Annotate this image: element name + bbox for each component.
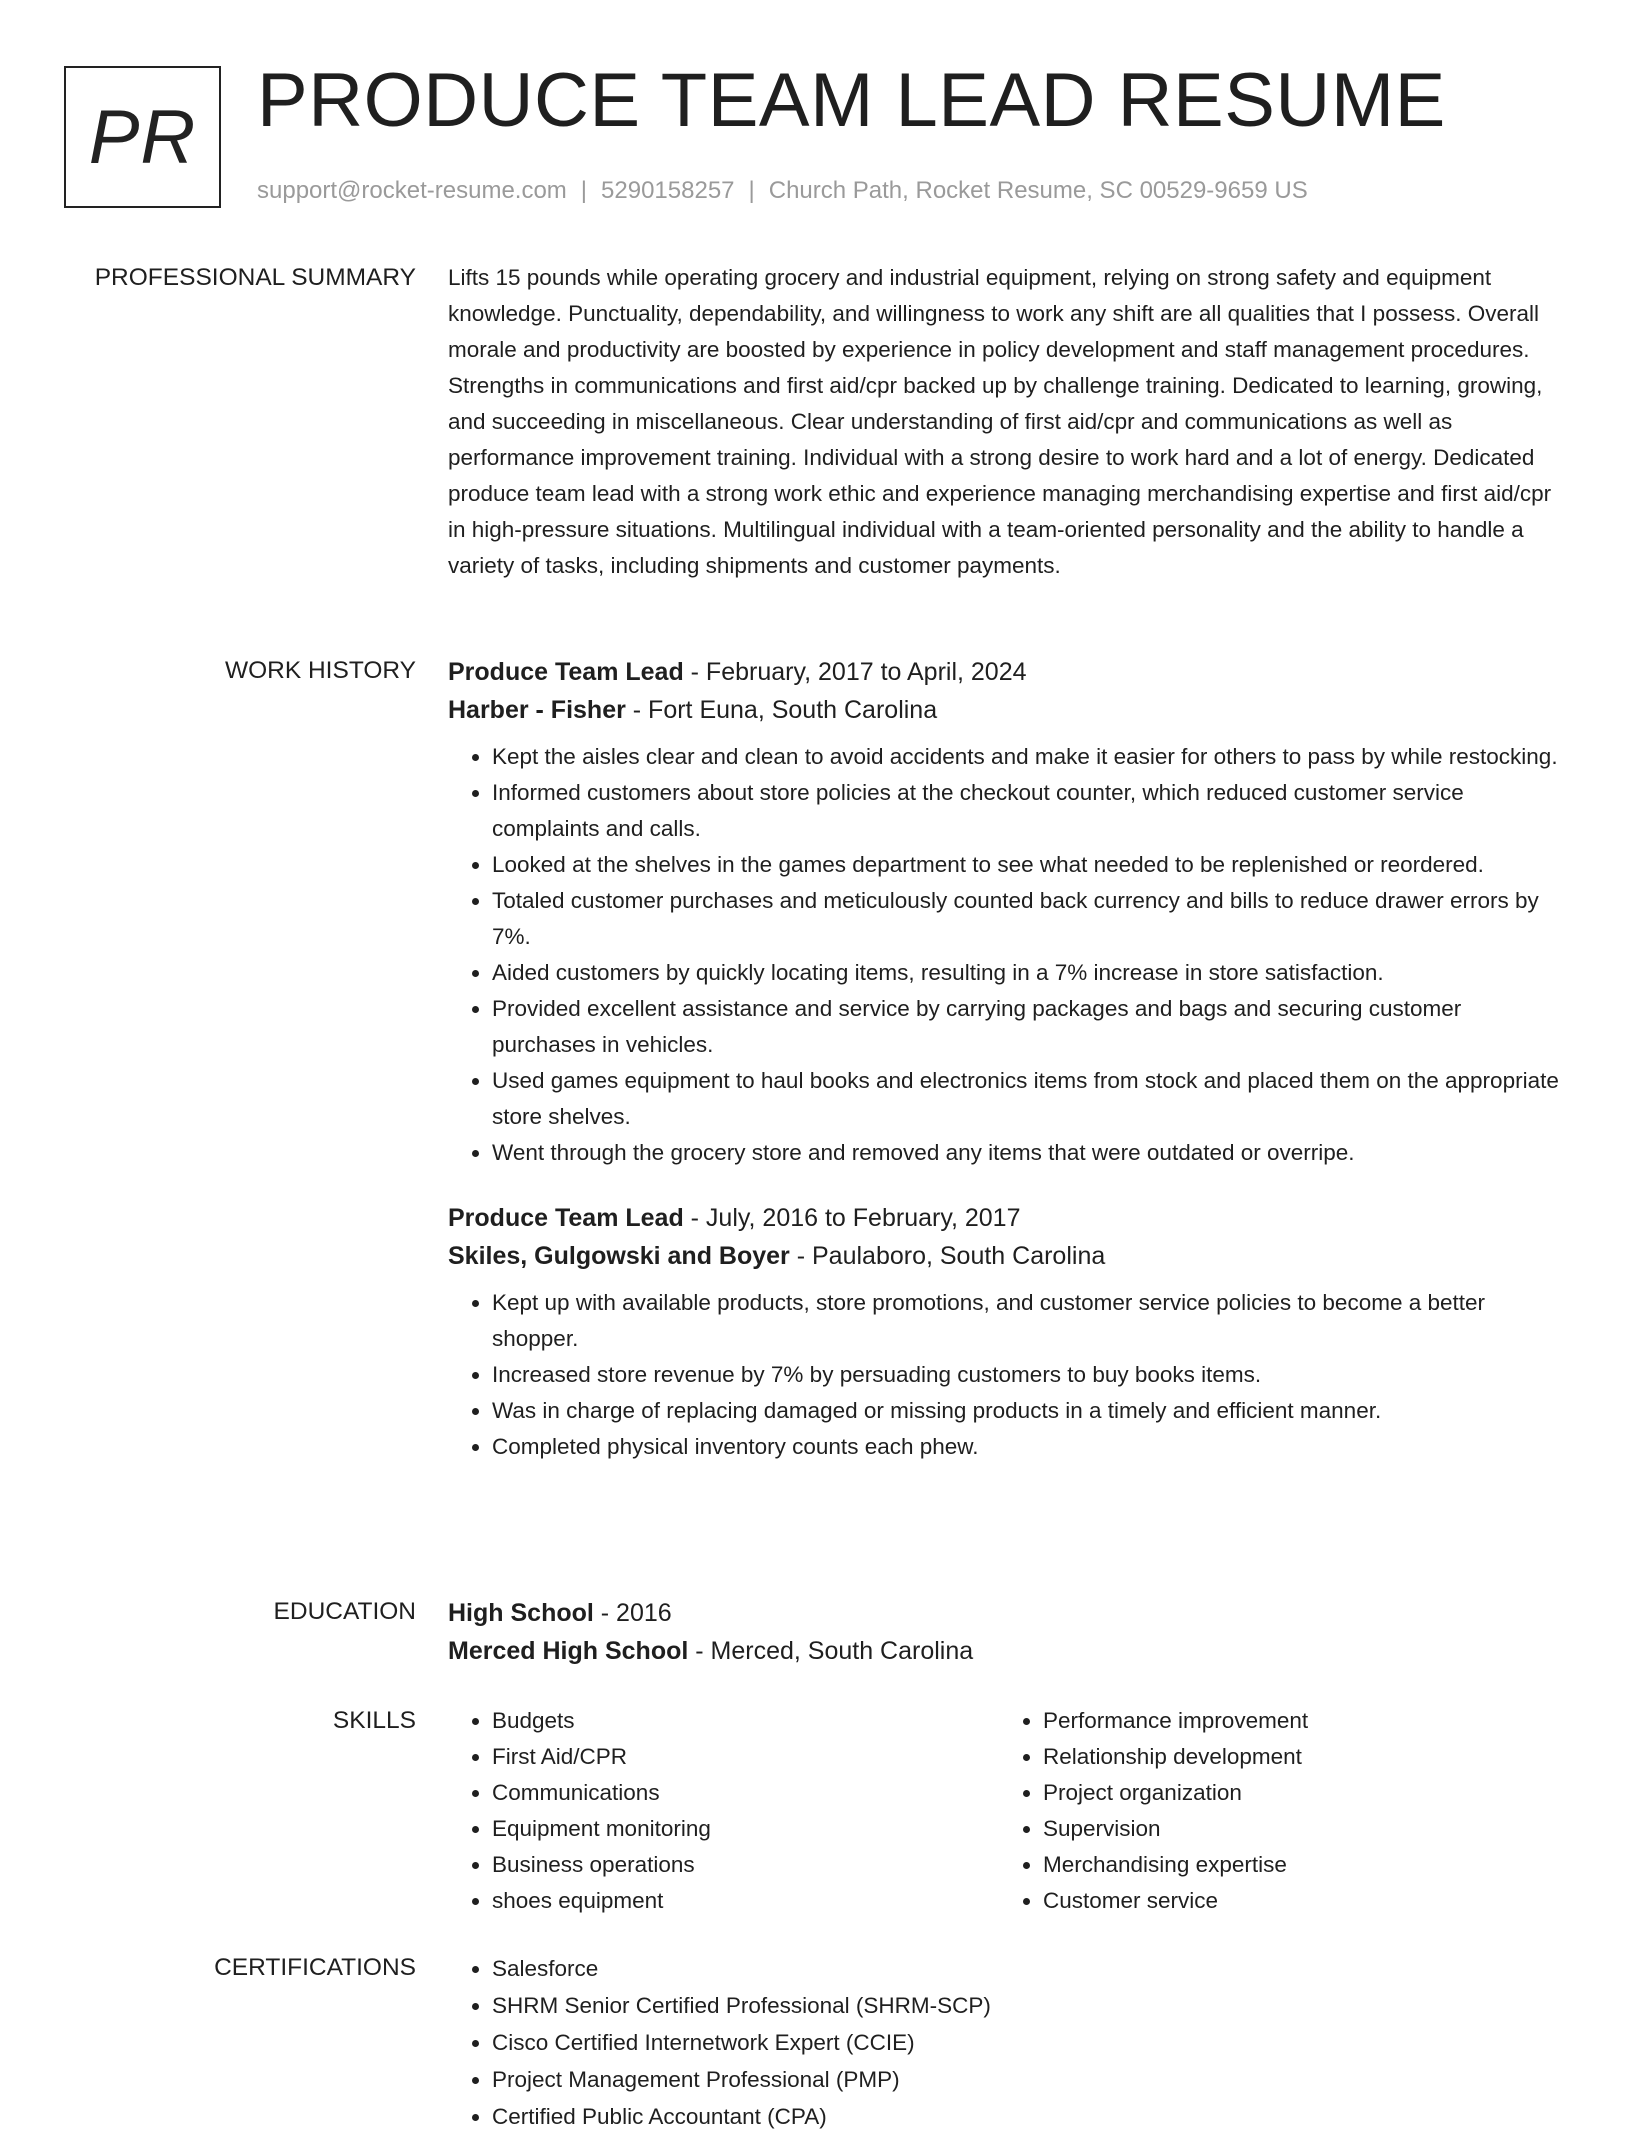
job-entry [448, 653, 1570, 1171]
job-bullets [448, 1285, 1570, 1465]
job-title: Produce Team Lead [448, 1204, 684, 1232]
job-bullet: • Kept the aisles clear and clean to avoid accidents and make it easier for others to pass by while restocking. [492, 739, 1570, 775]
education-year: - 2016 [593, 1599, 672, 1627]
skill-item: • Customer service [1043, 1883, 1550, 1919]
job-location: - Fort Euna, South Carolina [625, 696, 938, 724]
monogram-text: PR [88, 94, 197, 180]
skill-item: • Project organization [1043, 1775, 1550, 1811]
skill-item: • Supervision [1043, 1811, 1550, 1847]
skills-column-right [999, 1703, 1550, 1919]
job-company: Harber - Fisher [448, 696, 626, 724]
contact-separator: | [748, 177, 755, 204]
summary-body [448, 260, 1570, 584]
job-bullet: • Kept up with available products, store promotions, and customer service policies to become a better shopper. [492, 1285, 1570, 1357]
job-bullets [448, 739, 1570, 1171]
job-bullet: • Provided excellent assistance and service by carrying packages and bags and securing customer purchases in vehicles. [492, 991, 1570, 1063]
summary-text: Lifts 15 pounds while operating grocery and industrial equipment, relying on strong safety and equipment knowledge. Punctuality, dependability, and willingness to work any shift are all qualities that I possess. Overall morale and productivity are boosted by experience in policy development and staff management procedures. Strengths in communications and first aid/cpr backed up by challenge training. Dedicated to learning, growing, and succeeding in miscellaneous. Clear understanding of first aid/cpr and communications as well as performance improvement training. Individual with a strong desire to work hard and a lot of energy. Dedicated produce team lead with a strong work ethic and experience managing merchandising expertise and first aid/cpr in high-pressure situations. Multilingual individual with a team-oriented personality and the ability to handle a variety of tasks, including shipments and customer payments. [448, 265, 1552, 578]
job-bullet: • Went through the grocery store and removed any items that were outdated or overripe. [492, 1135, 1570, 1171]
certification-item: • Cisco Certified Internetwork Expert (CCIE) [492, 2024, 1570, 2061]
job-title-line [448, 1199, 1570, 1237]
job-title: Produce Team Lead [448, 658, 684, 686]
job-bullet: • Increased store revenue by 7% by persuading customers to buy books items. [492, 1357, 1570, 1393]
education-body [448, 1594, 1570, 1670]
skill-item: • First Aid/CPR [492, 1739, 999, 1775]
section-label-work-history: WORK HISTORY [224, 657, 416, 684]
certifications-list [448, 1950, 1570, 2135]
section-label-skills: SKILLS [332, 1707, 416, 1734]
section-label-education: EDUCATION [273, 1598, 416, 1625]
contact-separator: | [580, 177, 588, 204]
job-company-line [448, 1237, 1570, 1275]
certification-item: • SHRM Senior Certified Professional (SHRM-SCP) [492, 1987, 1570, 2024]
skills-body [448, 1703, 1570, 1919]
skill-item: • Communications [492, 1775, 999, 1811]
job-bullet: • Completed physical inventory counts each phew. [492, 1429, 1570, 1465]
job-dates: - July, 2016 to February, 2017 [683, 1204, 1021, 1232]
work-history-body [448, 653, 1570, 1465]
skill-item: • Relationship development [1043, 1739, 1550, 1775]
job-location: - Paulaboro, South Carolina [789, 1242, 1106, 1270]
skill-item: • Merchandising expertise [1043, 1847, 1550, 1883]
skill-item: • Budgets [492, 1703, 999, 1739]
monogram-badge [64, 66, 221, 208]
skills-column-left [448, 1703, 999, 1919]
education-degree: High School [448, 1599, 594, 1627]
job-bullet: • Aided customers by quickly locating items, resulting in a 7% increase in store satisfaction. [492, 955, 1570, 991]
skill-item: • Equipment monitoring [492, 1811, 999, 1847]
certification-item: • Salesforce [492, 1950, 1570, 1987]
contact-address: Church Path, Rocket Resume, SC 00529-9659 US [768, 177, 1308, 204]
job-entry [448, 1199, 1570, 1465]
section-label-summary: PROFESSIONAL SUMMARY [94, 264, 416, 291]
education-school: Merced High School [448, 1637, 689, 1665]
job-bullet: • Totaled customer purchases and meticulously counted back currency and bills to reduce drawer errors by 7%. [492, 883, 1570, 955]
contact-phone[interactable]: 5290158257 [601, 177, 735, 204]
education-degree-line [448, 1594, 1570, 1632]
job-company: Skiles, Gulgowski and Boyer [448, 1242, 790, 1270]
contact-line [257, 174, 1308, 208]
skill-item: • shoes equipment [492, 1883, 999, 1919]
skill-item: • Performance improvement [1043, 1703, 1550, 1739]
job-dates: - February, 2017 to April, 2024 [683, 658, 1027, 686]
education-location: - Merced, South Carolina [688, 1637, 974, 1665]
certification-item: • Project Management Professional (PMP) [492, 2061, 1570, 2098]
skill-item: • Business operations [492, 1847, 999, 1883]
contact-email[interactable]: support@rocket-resume.com [257, 177, 567, 204]
skills-grid [448, 1703, 1570, 1919]
job-bullet: • Was in charge of replacing damaged or missing products in a timely and efficient manner. [492, 1393, 1570, 1429]
education-school-line [448, 1632, 1570, 1670]
job-company-line [448, 691, 1570, 729]
job-bullet: • Informed customers about store policies at the checkout counter, which reduced customer service complaints and calls. [492, 775, 1570, 847]
certifications-body [448, 1950, 1570, 2135]
job-bullet: • Used games equipment to haul books and electronics items from stock and placed them on the appropriate store shelves. [492, 1063, 1570, 1135]
certification-item: • Certified Public Accountant (CPA) [492, 2098, 1570, 2135]
job-title-line [448, 653, 1570, 691]
section-label-certifications: CERTIFICATIONS [214, 1954, 416, 1981]
job-bullet: • Looked at the shelves in the games department to see what needed to be replenished or reordered. [492, 847, 1570, 883]
resume-title: PRODUCE TEAM LEAD RESUME [257, 58, 1446, 143]
